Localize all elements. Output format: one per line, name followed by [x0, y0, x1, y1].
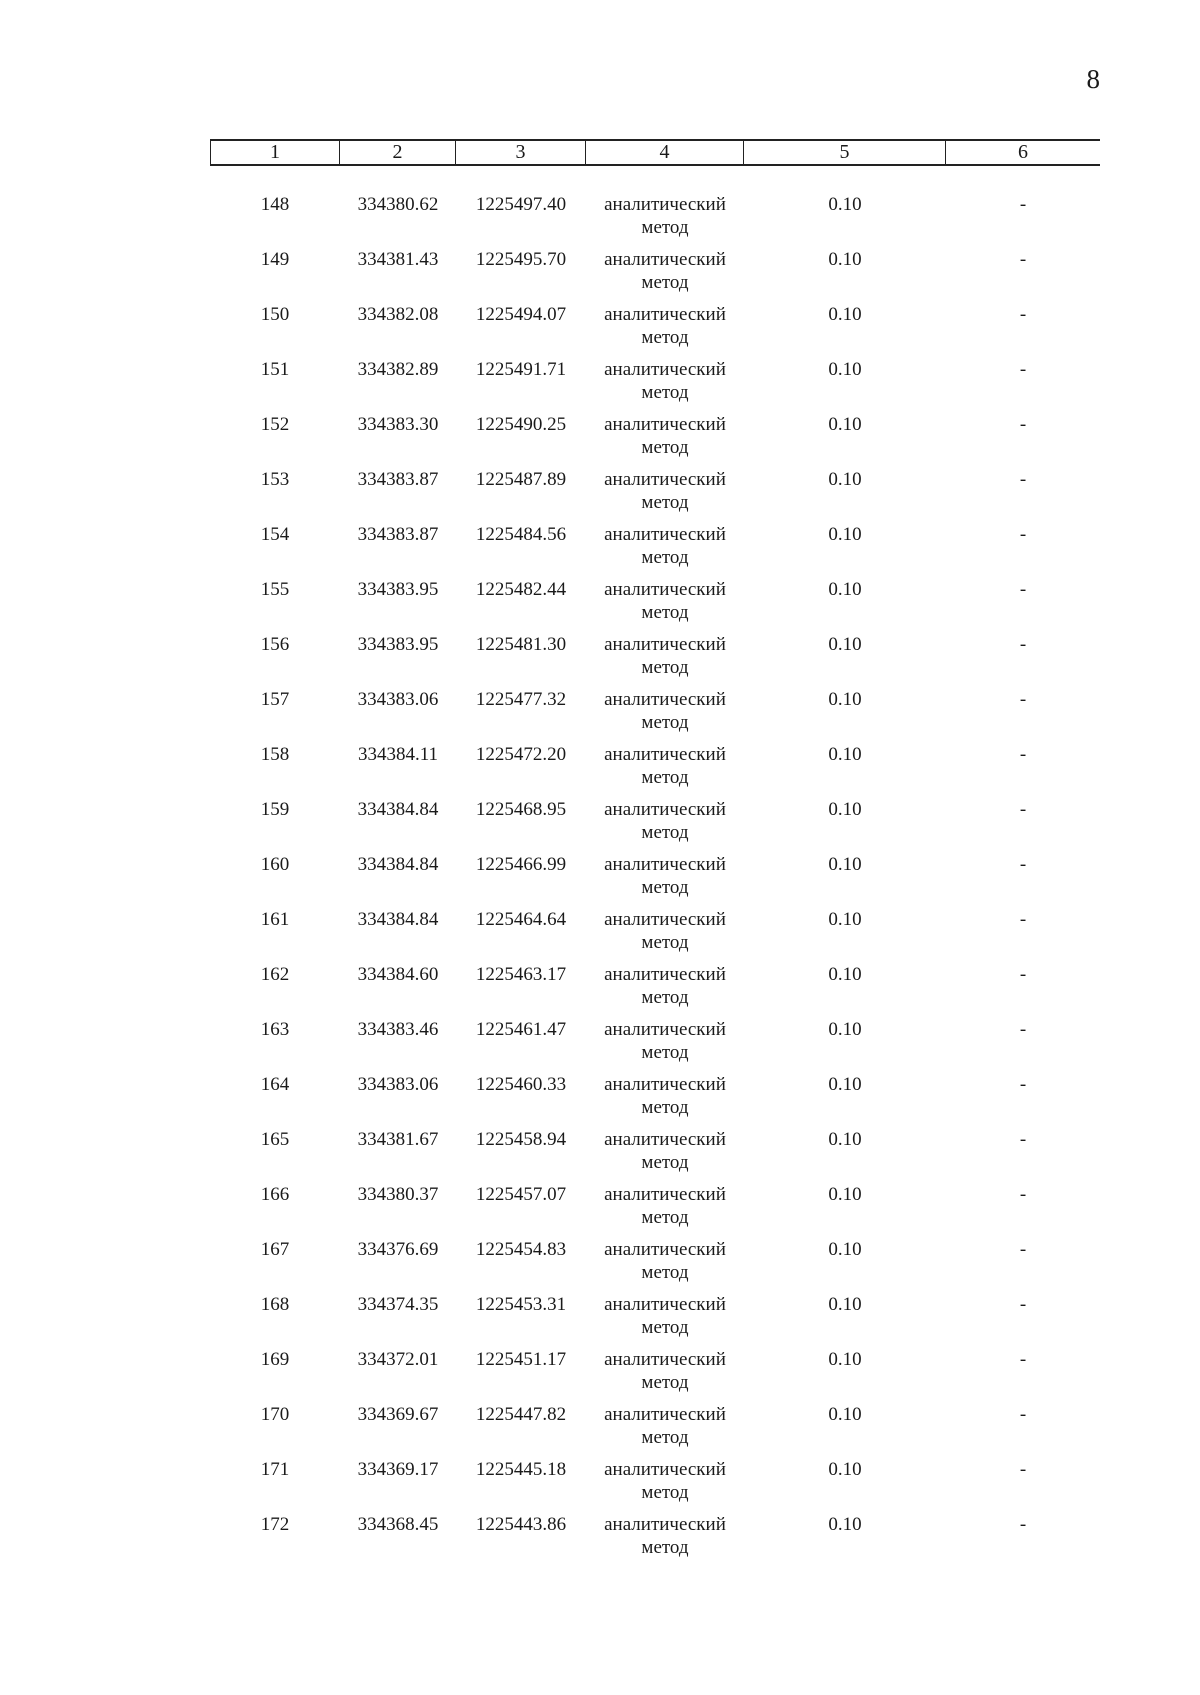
- cell-note: -: [1019, 304, 1027, 325]
- cell-accuracy: 0.10: [828, 1019, 862, 1040]
- table-row: [210, 1183, 1100, 1238]
- method-line-2: метод: [641, 437, 689, 458]
- method-line-2: метод: [641, 712, 689, 733]
- cell-accuracy: 0.10: [828, 579, 862, 600]
- cell-coordinate-x: 334380.62: [357, 194, 439, 215]
- cell-point-number: 164: [260, 1074, 290, 1095]
- cell-accuracy: 0.10: [828, 1074, 862, 1095]
- cell-coordinate-y: 1225461.47: [475, 1019, 567, 1040]
- cell-point-number: 171: [260, 1459, 290, 1480]
- header-col-4: 4: [586, 141, 744, 164]
- cell-note: -: [1019, 194, 1027, 215]
- cell-note: -: [1019, 1404, 1027, 1425]
- cell-coordinate-x: 334369.67: [357, 1404, 439, 1425]
- cell-coordinate-x: 334383.95: [357, 579, 439, 600]
- cell-accuracy: 0.10: [828, 744, 862, 765]
- table-row: [210, 193, 1100, 248]
- cell-note: -: [1019, 1239, 1027, 1260]
- cell-coordinate-x: 334368.45: [357, 1514, 439, 1535]
- table-row: [210, 413, 1100, 468]
- cell-coordinate-y: 1225472.20: [475, 744, 567, 765]
- cell-coordinate-y: 1225497.40: [475, 194, 567, 215]
- cell-accuracy: 0.10: [828, 964, 862, 985]
- cell-point-number: 158: [260, 744, 290, 765]
- method-line-2: метод: [641, 217, 689, 238]
- cell-point-number: 151: [260, 359, 290, 380]
- cell-note: -: [1019, 909, 1027, 930]
- cell-coordinate-x: 334381.67: [357, 1129, 439, 1150]
- method-line-2: метод: [641, 1372, 689, 1393]
- method-line-2: метод: [641, 327, 689, 348]
- cell-point-number: 172: [260, 1514, 290, 1535]
- method-line-1: аналитический: [604, 1129, 726, 1150]
- table-header: [210, 139, 1100, 166]
- cell-point-number: 159: [260, 799, 290, 820]
- cell-accuracy: 0.10: [828, 1239, 862, 1260]
- cell-method: [586, 1183, 744, 1238]
- method-line-2: метод: [641, 987, 689, 1008]
- cell-coordinate-y: 1225487.89: [475, 469, 567, 490]
- cell-coordinate-x: 334383.87: [357, 524, 439, 545]
- table-row: [210, 633, 1100, 688]
- cell-point-number: 157: [260, 689, 290, 710]
- cell-method: [586, 1293, 744, 1348]
- cell-point-number: 150: [260, 304, 290, 325]
- cell-coordinate-x: 334382.89: [357, 359, 439, 380]
- cell-point-number: 154: [260, 524, 290, 545]
- method-line-1: аналитический: [604, 854, 726, 875]
- cell-coordinate-x: 334383.95: [357, 634, 439, 655]
- cell-point-number: 156: [260, 634, 290, 655]
- cell-note: -: [1019, 1019, 1027, 1040]
- cell-method: [586, 633, 744, 688]
- cell-accuracy: 0.10: [828, 414, 862, 435]
- cell-coordinate-x: 334374.35: [357, 1294, 439, 1315]
- cell-point-number: 155: [260, 579, 290, 600]
- cell-coordinate-x: 334383.87: [357, 469, 439, 490]
- table-row: [210, 523, 1100, 578]
- method-line-1: аналитический: [604, 1404, 726, 1425]
- table-row: [210, 908, 1100, 963]
- method-line-1: аналитический: [604, 1514, 726, 1535]
- cell-accuracy: 0.10: [828, 689, 862, 710]
- header-col-6: 6: [1018, 141, 1028, 163]
- cell-accuracy: 0.10: [828, 1514, 862, 1535]
- cell-method: [586, 193, 744, 248]
- cell-accuracy: 0.10: [828, 249, 862, 270]
- method-line-2: метод: [641, 1097, 689, 1118]
- cell-coordinate-x: 334383.06: [357, 689, 439, 710]
- method-line-2: метод: [641, 1207, 689, 1228]
- cell-note: -: [1019, 359, 1027, 380]
- cell-note: -: [1019, 1074, 1027, 1095]
- method-line-2: метод: [641, 492, 689, 513]
- cell-coordinate-x: 334382.08: [357, 304, 439, 325]
- cell-coordinate-x: 334369.17: [357, 1459, 439, 1480]
- table-body: [210, 193, 1100, 1568]
- table-row: [210, 468, 1100, 523]
- cell-point-number: 162: [260, 964, 290, 985]
- cell-method: [586, 1403, 744, 1458]
- cell-accuracy: 0.10: [828, 1294, 862, 1315]
- table-row: [210, 1458, 1100, 1513]
- table-row: [210, 303, 1100, 358]
- method-line-1: аналитический: [604, 1184, 726, 1205]
- method-line-2: метод: [641, 822, 689, 843]
- cell-accuracy: 0.10: [828, 854, 862, 875]
- cell-method: [586, 1073, 744, 1128]
- cell-accuracy: 0.10: [828, 909, 862, 930]
- cell-coordinate-y: 1225494.07: [475, 304, 567, 325]
- cell-method: [586, 798, 744, 853]
- cell-coordinate-y: 1225453.31: [475, 1294, 567, 1315]
- cell-method: [586, 1513, 744, 1568]
- cell-accuracy: 0.10: [828, 194, 862, 215]
- method-line-1: аналитический: [604, 799, 726, 820]
- method-line-1: аналитический: [604, 1349, 726, 1370]
- table-row: [210, 798, 1100, 853]
- cell-method: [586, 1128, 744, 1183]
- table-row: [210, 963, 1100, 1018]
- cell-method: [586, 468, 744, 523]
- method-line-1: аналитический: [604, 689, 726, 710]
- cell-coordinate-y: 1225484.56: [475, 524, 567, 545]
- cell-accuracy: 0.10: [828, 1184, 862, 1205]
- cell-coordinate-y: 1225443.86: [475, 1514, 567, 1535]
- cell-coordinate-y: 1225468.95: [475, 799, 567, 820]
- cell-point-number: 149: [260, 249, 290, 270]
- cell-method: [586, 1458, 744, 1513]
- method-line-2: метод: [641, 877, 689, 898]
- method-line-2: метод: [641, 1427, 689, 1448]
- method-line-2: метод: [641, 272, 689, 293]
- cell-coordinate-y: 1225457.07: [475, 1184, 567, 1205]
- cell-accuracy: 0.10: [828, 1459, 862, 1480]
- table-row: [210, 1513, 1100, 1568]
- cell-point-number: 161: [260, 909, 290, 930]
- method-line-1: аналитический: [604, 1239, 726, 1260]
- method-line-1: аналитический: [604, 249, 726, 270]
- cell-method: [586, 303, 744, 358]
- method-line-2: метод: [641, 602, 689, 623]
- cell-coordinate-x: 334384.11: [357, 744, 439, 765]
- cell-coordinate-y: 1225482.44: [475, 579, 567, 600]
- page-number: 8: [1086, 64, 1100, 94]
- method-line-1: аналитический: [604, 1459, 726, 1480]
- cell-coordinate-y: 1225491.71: [475, 359, 567, 380]
- cell-coordinate-x: 334372.01: [357, 1349, 439, 1370]
- cell-coordinate-y: 1225445.18: [475, 1459, 567, 1480]
- cell-point-number: 148: [260, 194, 290, 215]
- method-line-1: аналитический: [604, 909, 726, 930]
- cell-note: -: [1019, 1184, 1027, 1205]
- cell-note: -: [1019, 1294, 1027, 1315]
- cell-accuracy: 0.10: [828, 799, 862, 820]
- cell-coordinate-y: 1225451.17: [475, 1349, 567, 1370]
- cell-note: -: [1019, 854, 1027, 875]
- table-row: [210, 248, 1100, 303]
- cell-method: [586, 578, 744, 633]
- cell-method: [586, 853, 744, 908]
- method-line-1: аналитический: [604, 304, 726, 325]
- cell-coordinate-y: 1225454.83: [475, 1239, 567, 1260]
- cell-note: -: [1019, 799, 1027, 820]
- cell-note: -: [1019, 524, 1027, 545]
- cell-point-number: 168: [260, 1294, 290, 1315]
- cell-note: -: [1019, 1514, 1027, 1535]
- cell-coordinate-x: 334384.84: [357, 799, 439, 820]
- cell-note: -: [1019, 1459, 1027, 1480]
- cell-accuracy: 0.10: [828, 634, 862, 655]
- table-row: [210, 743, 1100, 798]
- table-row: [210, 1238, 1100, 1293]
- table-row: [210, 358, 1100, 413]
- method-line-1: аналитический: [604, 634, 726, 655]
- cell-coordinate-y: 1225458.94: [475, 1129, 567, 1150]
- cell-point-number: 152: [260, 414, 290, 435]
- header-col-5: 5: [744, 141, 946, 164]
- method-line-2: метод: [641, 932, 689, 953]
- cell-coordinate-y: 1225490.25: [475, 414, 567, 435]
- cell-method: [586, 1018, 744, 1073]
- table-row: [210, 688, 1100, 743]
- table-row: [210, 853, 1100, 908]
- cell-note: -: [1019, 964, 1027, 985]
- method-line-1: аналитический: [604, 414, 726, 435]
- method-line-2: метод: [641, 1262, 689, 1283]
- header-col-2: 2: [340, 141, 456, 164]
- cell-coordinate-x: 334383.06: [357, 1074, 439, 1095]
- cell-method: [586, 248, 744, 303]
- cell-accuracy: 0.10: [828, 524, 862, 545]
- cell-coordinate-y: 1225466.99: [475, 854, 567, 875]
- table-row: [210, 1348, 1100, 1403]
- cell-point-number: 170: [260, 1404, 290, 1425]
- method-line-2: метод: [641, 1042, 689, 1063]
- method-line-1: аналитический: [604, 579, 726, 600]
- table-row: [210, 1403, 1100, 1458]
- method-line-1: аналитический: [604, 744, 726, 765]
- cell-note: -: [1019, 469, 1027, 490]
- cell-method: [586, 963, 744, 1018]
- cell-coordinate-x: 334383.46: [357, 1019, 439, 1040]
- method-line-1: аналитический: [604, 1019, 726, 1040]
- cell-note: -: [1019, 414, 1027, 435]
- cell-accuracy: 0.10: [828, 304, 862, 325]
- cell-method: [586, 1348, 744, 1403]
- cell-coordinate-y: 1225495.70: [475, 249, 567, 270]
- table-row: [210, 1018, 1100, 1073]
- method-line-2: метод: [641, 767, 689, 788]
- cell-point-number: 163: [260, 1019, 290, 1040]
- method-line-1: аналитический: [604, 524, 726, 545]
- cell-note: -: [1019, 634, 1027, 655]
- method-line-2: метод: [641, 382, 689, 403]
- cell-coordinate-x: 334376.69: [357, 1239, 439, 1260]
- table-row: [210, 1073, 1100, 1128]
- cell-point-number: 165: [260, 1129, 290, 1150]
- cell-method: [586, 688, 744, 743]
- cell-method: [586, 523, 744, 578]
- cell-point-number: 169: [260, 1349, 290, 1370]
- cell-coordinate-x: 334384.84: [357, 854, 439, 875]
- cell-accuracy: 0.10: [828, 1129, 862, 1150]
- method-line-1: аналитический: [604, 194, 726, 215]
- cell-coordinate-y: 1225477.32: [475, 689, 567, 710]
- header-col-3: 3: [456, 141, 586, 164]
- cell-note: -: [1019, 1349, 1027, 1370]
- method-line-1: аналитический: [604, 1294, 726, 1315]
- method-line-2: метод: [641, 547, 689, 568]
- method-line-2: метод: [641, 1537, 689, 1558]
- cell-note: -: [1019, 249, 1027, 270]
- cell-coordinate-y: 1225464.64: [475, 909, 567, 930]
- cell-accuracy: 0.10: [828, 1404, 862, 1425]
- cell-point-number: 167: [260, 1239, 290, 1260]
- cell-note: -: [1019, 689, 1027, 710]
- table-row: [210, 1128, 1100, 1183]
- method-line-1: аналитический: [604, 469, 726, 490]
- cell-accuracy: 0.10: [828, 1349, 862, 1370]
- cell-method: [586, 908, 744, 963]
- method-line-2: метод: [641, 1317, 689, 1338]
- cell-coordinate-y: 1225481.30: [475, 634, 567, 655]
- method-line-1: аналитический: [604, 1074, 726, 1095]
- cell-accuracy: 0.10: [828, 469, 862, 490]
- cell-accuracy: 0.10: [828, 359, 862, 380]
- cell-method: [586, 413, 744, 468]
- method-line-1: аналитический: [604, 964, 726, 985]
- cell-note: -: [1019, 744, 1027, 765]
- cell-method: [586, 1238, 744, 1293]
- method-line-2: метод: [641, 1152, 689, 1173]
- cell-method: [586, 743, 744, 798]
- cell-coordinate-x: 334381.43: [357, 249, 439, 270]
- cell-coordinate-x: 334380.37: [357, 1184, 439, 1205]
- cell-coordinate-x: 334384.84: [357, 909, 439, 930]
- cell-coordinate-x: 334384.60: [357, 964, 439, 985]
- cell-coordinate-x: 334383.30: [357, 414, 439, 435]
- cell-point-number: 160: [260, 854, 290, 875]
- method-line-2: метод: [641, 657, 689, 678]
- method-line-1: аналитический: [604, 359, 726, 380]
- cell-note: -: [1019, 1129, 1027, 1150]
- cell-coordinate-y: 1225447.82: [475, 1404, 567, 1425]
- header-col-1: 1: [210, 141, 340, 164]
- cell-method: [586, 358, 744, 413]
- cell-coordinate-y: 1225460.33: [475, 1074, 567, 1095]
- cell-coordinate-y: 1225463.17: [475, 964, 567, 985]
- cell-point-number: 166: [260, 1184, 290, 1205]
- method-line-2: метод: [641, 1482, 689, 1503]
- table-row: [210, 578, 1100, 633]
- table-row: [210, 1293, 1100, 1348]
- cell-note: -: [1019, 579, 1027, 600]
- cell-point-number: 153: [260, 469, 290, 490]
